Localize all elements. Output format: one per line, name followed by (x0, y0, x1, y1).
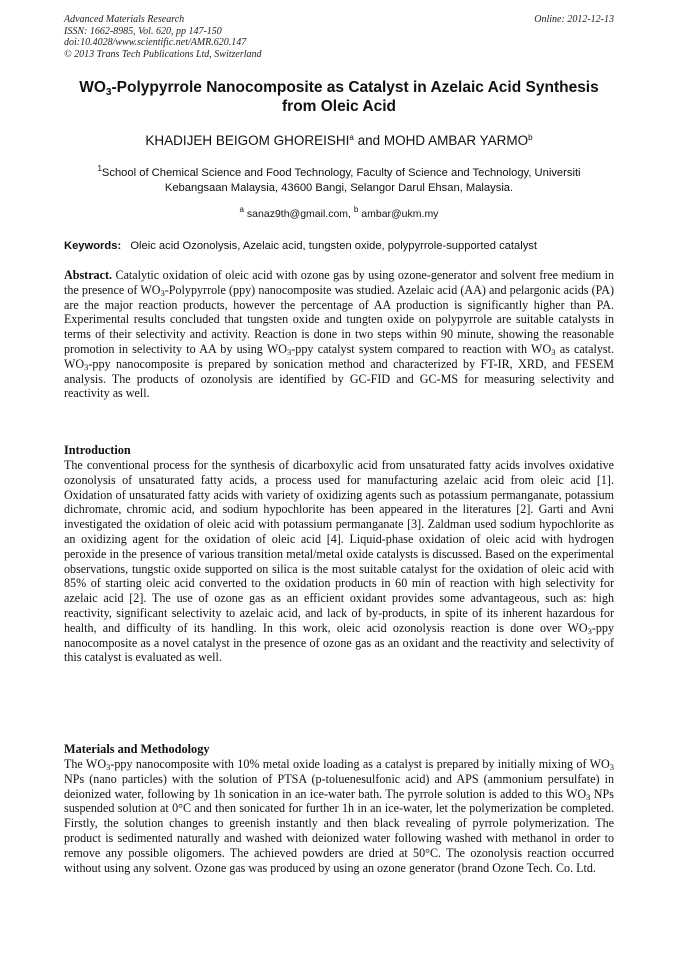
title-text: -Polypyrrole Nanocomposite as Catalyst in Azelaic Acid Synthesis (111, 79, 599, 96)
abstract-text: Catalytic oxidation of oleic acid with ozone gas by using ozone-generator and solvent free medium in the presence of WO (64, 268, 615, 297)
methods-heading: Materials and Methodology (64, 742, 210, 756)
subscript: 3 (609, 762, 614, 772)
subscript: 3 (287, 346, 292, 357)
title-line-2: from Oleic Acid (282, 98, 396, 115)
subscript: 3 (106, 762, 111, 772)
author-1-sup: a (349, 133, 354, 142)
subscript: 3 (586, 791, 591, 802)
title-subscript: 3 (105, 87, 112, 98)
journal-name: Advanced Materials Research (64, 14, 185, 25)
abstract-label: Abstract. (64, 268, 113, 282)
abstract-text: as catalyst. WO (64, 341, 614, 371)
methods-text: The WO (64, 757, 107, 771)
affiliation-text: School of Chemical Science and Food Technology, Faculty of Science and Technology, Universiti (101, 167, 581, 179)
issn: ISSN: 1662-8985, Vol. 620, pp 147-150 (64, 25, 222, 37)
doi: doi:10.4028/www.scientific.net/AMR.620.147 (64, 37, 247, 48)
email-b[interactable]: ambar@ukm.my (361, 208, 439, 220)
keywords (64, 239, 614, 253)
title-line-1 (64, 78, 614, 97)
online-date: Online: 2012-12-13 (534, 14, 614, 25)
author-list (64, 133, 614, 149)
subscript: 3 (160, 287, 165, 298)
keywords-label: Keywords: (64, 240, 122, 252)
methods-text: NPs (nano particles) with the solution of PTSA (p-toluenesulfonic acid) and APS (ammonium persulfate) in deionized water, following by 1h sonication in an ice-water bath. The pyrrole solution is added to this WO (64, 771, 614, 801)
subscript: 3 (551, 346, 556, 357)
affiliation-sup: 1 (97, 164, 102, 173)
author-emails (64, 205, 614, 221)
author-2: MOHD AMBAR YARMO (383, 133, 529, 148)
introduction-text: -ppy nanocomposite as a novel catalyst in the presence of ozone gas as an oxidant and the reactivity and selectivity of this catalyst is evaluated as well. (64, 620, 614, 665)
copyright: © 2013 Trans Tech Publications Ltd, Switzerland (64, 48, 262, 60)
abstract-text: -Polypyrrole (ppy) nanocomposite was studied. Azelaic acid (AA) and pelargonic acids (PA) are the major reaction products, however the percentage of AA production is significantly higher than PA. Experimental results concluded that tungsten oxide and tungten oxide on polypyrrole are suitable catalysts in terms of their selectivity and activity. Reaction is done in two steps within 90 minute, showing the reasonable promotion in selectivity to AA by using WO (64, 282, 614, 356)
introduction-body (64, 458, 614, 665)
affiliation-line-1 (64, 166, 614, 181)
methods-body (64, 757, 614, 875)
affiliation-line-2: Kebangsaan Malaysia, 43600 Bangi, Selangor Darul Ehsan, Malaysia. (164, 181, 514, 194)
abstract (64, 268, 614, 401)
introduction-heading: Introduction (64, 443, 131, 457)
subscript: 3 (587, 625, 592, 636)
email-b-sup: b (353, 205, 359, 214)
author-conjunction: and (353, 133, 384, 148)
title-text: WO (79, 79, 106, 96)
introduction-text: The conventional process for the synthesis of dicarboxylic acid from unsaturated fatty acids involves oxidative ozonolysis of unsaturated fatty acids, a process used for manufacturing azelaic acid from oleic acid [1]. Oxidation of unsaturated fatty acids with variety of oxidizing agents such as potassium permanganate, potassium dichromate, chromic acid, and sodium hypochlorite has been appeared in the literatures [2]. Garti and Avni investigated the oxidation of oleic acid with potassium permanganate [3]. Zaldman used sodium hypochlorite as an oxidizing agent for the oxidation of oleic acid [4]. Liquid-phase oxidation of oleic acid with hydrogen peroxide in the presence of various transition metal/metal oxide catalysts is discussed. Based on the experimental observations, tungstic oxide supported on silica is the most suitable catalyst for the oxidation of oleic acid with 85% of starting oleic acid converted to the oxidation products in 60 min of reaction with high selectivity for azelaic acid [2]. The use of ozone gas as an efficient oxidant provides some advantageous, such as: high reactivity, significant selectivity to azelaic acid, and lack of by-products, in spite of its inherent hazardous for health, and difficulty of its handling. In this work, oleic acid ozonolysis reaction is done over WO (64, 458, 614, 635)
subscript: 3 (84, 361, 89, 372)
email-a[interactable]: sanaz9th@gmail.com, (246, 208, 351, 220)
methods-text: -ppy nanocomposite with 10% metal oxide loading as a catalyst is prepared by initially mixing of WO (110, 757, 610, 771)
email-a-sup: a (239, 205, 244, 214)
author-1: KHADIJEH BEIGOM GHOREISHI (145, 133, 350, 148)
keywords-text: Oleic acid Ozonolysis, Azelaic acid, tungsten oxide, polypyrrole-supported catalyst (130, 240, 537, 252)
author-2-sup: b (528, 133, 533, 142)
affiliation (64, 166, 614, 195)
paper-title (64, 78, 614, 116)
abstract-text: -ppy nanocomposite is prepared by sonication method and characterized by FT-IR, XRD, and FESEM analysis. The products of ozonolysis are identified by GC-FID and GC-MS for measuring selectivity and reactivity as well. (64, 356, 614, 401)
methods-text: NPs suspended solution at 0°C and then sonicated for further 1h in an ice-water, let the polymerization be completed. Firstly, the solution changes to greenish instantly and then black revealing of pyrrole polymerization. The product is sedimented naturally and washed with deionized water following washed with methanol in order to remove any possible oligomers. The achieved powders are dried at 50°C. The ozonolysis reaction occurred without using any solvent. Ozone gas was produced by using an ozone generator (brand Ozone Tech. Co. Ltd. (64, 786, 614, 875)
journal-header (64, 14, 614, 60)
abstract-text: -ppy catalyst system compared to reaction with WO (291, 341, 552, 356)
